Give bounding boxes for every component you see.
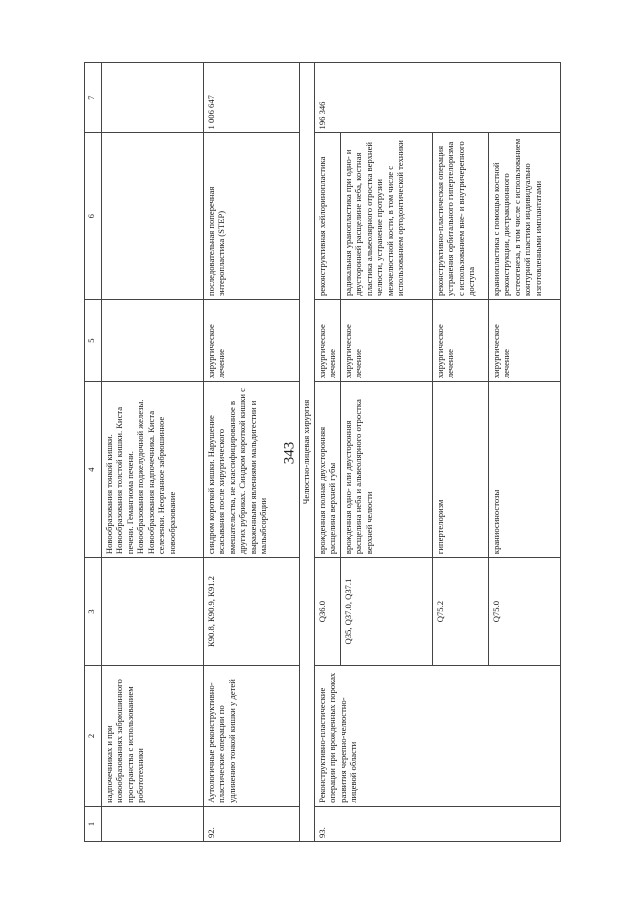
cell-treatment: хирургическое лечение [488,300,560,382]
cell-treatment [102,300,204,382]
medical-care-table [84,62,561,842]
col-header-1: 1 [85,806,102,841]
cell-disease: врожденная полная двухсторонняя расщелина верхней губы [315,382,341,558]
cell-method: реконструктивная хейлоринопластика [315,133,341,300]
page-number: 343 [281,441,298,465]
table-row-92 [204,63,300,842]
cell-cost: 196 346 [315,63,561,133]
cell-disease: краниосиностозы [488,382,560,558]
cell-codes: Q75.0 [488,558,560,666]
cell-name: Реконструктивно-пластические операции при врожденных пороках развития черепно-челюстно-лицевой области [315,666,561,807]
cell-method: радикальная уранопластика при одно- и двусторонней расщелине неба, костная пластика альвеолярного отростка верхней челюсти, устранение протрузии межчелюстной кости, в том числе с использованием ортодонтической техники [340,133,432,300]
col-header-6: 6 [85,133,102,300]
cell-num: 93. [315,806,561,841]
cell-codes: Q75.2 [432,558,488,666]
col-header-7: 7 [85,63,102,133]
table-row-continuation [102,63,204,842]
cell-num: 92. [204,806,300,841]
header-row [85,63,102,842]
cell-treatment: хирургическое лечение [204,300,300,382]
cell-codes: К90.8, К90.9, К91.2 [204,558,300,666]
cell-name: Аутологичные реконструктивно-пластические операции по удлинению тонкой кишки у детей [204,666,300,807]
cell-disease: Новообразования тонкой кишки. Новообразования толстой кишки. Киста печени. Гемангиома печени. Новообразования поджелудочной железы. Новообразования надпочечника. Киста селезенки. Неорганное забрюшинное новообразование [102,382,204,558]
cell-cost [102,63,204,133]
cell-disease: врожденная одно- или двусторонняя расщелина неба и альвеолярного отростка верхней челюсти [340,382,432,558]
col-header-5: 5 [85,300,102,382]
cell-name: надпочечниках и при новообразованиях забрюшинного пространства с использованием робототехники [102,666,204,807]
section-row [300,63,315,842]
col-header-3: 3 [85,558,102,666]
table-row-93a [315,63,341,842]
cell-treatment: хирургическое лечение [315,300,341,382]
cell-method: реконструктивно-пластическая операция устранения орбитального гипертелоризма с использованием вне- и внутричерепного доступа [432,133,488,300]
col-header-4: 4 [85,382,102,558]
cell-codes [102,558,204,666]
cell-method: последовательная поперечная энтеропластика (STEP) [204,133,300,300]
section-title: Челюстно-лицевая хирургия [300,63,315,842]
cell-method: краниопластика с помощью костной реконструкции, дистракционного остеогенеза, в том числе с использованием контурной пластики индивидуально изготовленными имплантатами [488,133,560,300]
cell-num [102,806,204,841]
cell-disease: синдром короткой кишки. Нарушение всасывания после хирургического вмешательства, не классифицированное в других рубриках. Синдром короткой кишки с выраженными явлениями мальдигестии и мальабсорбции [204,382,300,558]
cell-codes: Q35, Q37.0, Q37.1 [340,558,432,666]
col-header-2: 2 [85,666,102,807]
cell-method [102,133,204,300]
cell-disease: гипертелоризм [432,382,488,558]
cell-cost: 1 006 647 [204,63,300,133]
cell-treatment: хирургическое лечение [432,300,488,382]
cell-codes: Q36.0 [315,558,341,666]
rotated-table-wrapper [84,62,556,842]
cell-treatment: хирургическое лечение [340,300,432,382]
